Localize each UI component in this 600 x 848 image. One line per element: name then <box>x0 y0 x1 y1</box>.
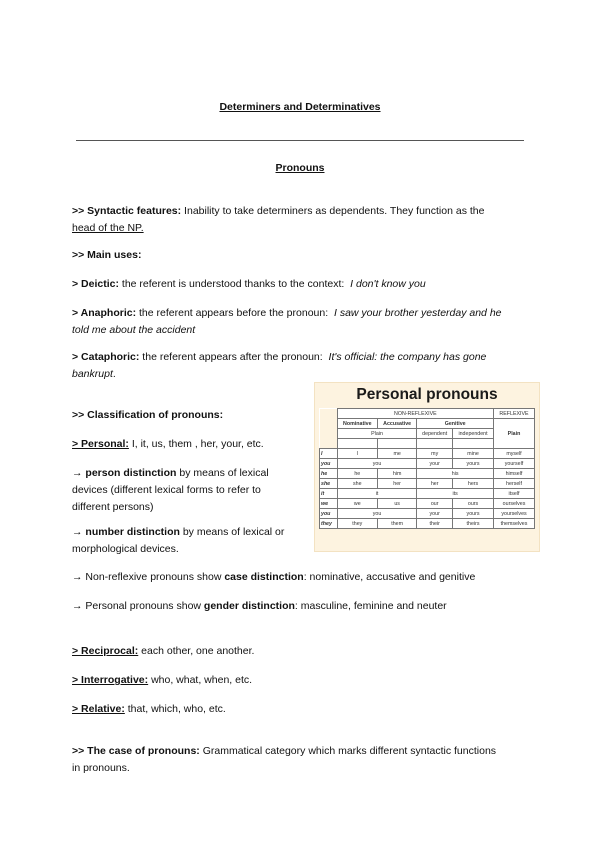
personal-paragraph <box>72 436 302 453</box>
case-of-pronouns-label: >> The case of pronouns: <box>72 745 200 757</box>
deictic-text: the referent is understood thanks to the context: <box>118 278 345 290</box>
classification-label: >> Classification of pronouns: <box>72 409 224 421</box>
plain-header: Plain <box>494 419 535 449</box>
genitive-header: Genitive <box>417 419 494 429</box>
syntactic-label: >> Syntactic features: <box>72 205 182 217</box>
pronoun-table <box>319 408 535 529</box>
anaphoric-example: I saw your brother yesterday and he <box>333 307 502 319</box>
interrogative-paragraph <box>72 672 532 689</box>
cataphoric-example: It's official: the company has gone <box>328 351 487 363</box>
table-header-row <box>320 419 535 429</box>
table-row: it it its itself <box>320 489 535 499</box>
case-distinction-label: case distinction <box>224 571 304 583</box>
section-heading: Pronouns <box>275 162 325 174</box>
case-of-pronouns-paragraph <box>72 743 532 777</box>
gender-distinction-paragraph <box>72 598 532 615</box>
non-reflexive-header: NON-REFLEXIVE <box>337 409 493 419</box>
personal-text: I, it, us, them , her, your, etc. <box>128 438 264 450</box>
figure-title: Personal pronouns <box>356 386 498 403</box>
classification-heading <box>72 407 302 424</box>
number-distinction-label: number distinction <box>85 526 180 538</box>
accusative-header: Accusative <box>377 419 416 429</box>
nominative-header: Nominative <box>337 419 377 429</box>
case-post: : nominative, accusative and genitive <box>303 571 476 583</box>
arrow-icon: → <box>72 526 86 538</box>
reciprocal-text: each other, one another. <box>138 645 255 657</box>
number-distinction-text: by means of lexical or <box>179 526 285 538</box>
syntactic-text: Inability to take determiners as dependents. They function as the <box>181 205 485 217</box>
relative-paragraph <box>72 701 532 718</box>
reflexive-header: REFLEXIVE <box>494 409 535 419</box>
plain-subheader: Plain <box>337 429 417 439</box>
number-distinction-text-2: morphological devices. <box>72 543 179 555</box>
person-distinction-paragraph <box>72 465 307 516</box>
personal-label: > Personal: <box>72 438 129 450</box>
reciprocal-paragraph <box>72 643 532 660</box>
deictic-example: I don't know you <box>350 278 426 290</box>
interrogative-text: who, what, when, etc. <box>148 674 253 686</box>
independent-header: independent <box>453 429 494 439</box>
table-row: I I me my mine myself <box>320 449 535 459</box>
table-row: we we us our ours ourselves <box>320 499 535 509</box>
gender-distinction-label: gender distinction <box>203 600 295 612</box>
person-distinction-text: by means of lexical <box>176 467 269 479</box>
cataphoric-paragraph: > Cataphoric: the referent appears after the pronoun: It's official: the company has gone bankrupt. <box>72 351 487 380</box>
table-header-row <box>320 409 535 419</box>
horizontal-rule <box>76 140 524 141</box>
table-row: she she her her hers herself <box>320 479 535 489</box>
case-of-pronouns-text: Grammatical category which marks different syntactic functions <box>199 745 497 757</box>
deictic-paragraph <box>72 276 532 293</box>
gender-pre: → Personal pronouns show <box>72 600 204 612</box>
table-row: they they them their theirs themselves <box>320 519 535 529</box>
main-uses-heading: >> Main uses: <box>72 249 142 261</box>
interrogative-label: > Interrogative: <box>72 674 149 686</box>
relative-label: > Relative: <box>72 703 125 715</box>
syntactic-features-paragraph <box>72 203 532 237</box>
deictic-label: > Deictic: <box>72 278 119 290</box>
table-row: he he him his himself <box>320 469 535 479</box>
cataphoric-label: > Cataphoric: <box>72 351 140 363</box>
table-row: you you your yours yourselves <box>320 509 535 519</box>
gender-post: : masculine, feminine and neuter <box>294 600 447 612</box>
cataphoric-example-2: bankrupt <box>72 368 113 380</box>
arrow-icon: → <box>72 467 86 479</box>
cataphoric-text: the referent appears after the pronoun: <box>139 351 323 363</box>
personal-pronouns-figure <box>314 382 540 552</box>
anaphoric-paragraph <box>72 305 532 339</box>
syntactic-text-2: head of the NP. <box>72 222 144 234</box>
person-distinction-text-3: different persons) <box>72 501 154 513</box>
relative-text: that, which, who, etc. <box>124 703 226 715</box>
table-row: you you your yours yourself <box>320 459 535 469</box>
person-distinction-text-2: devices (different lexical forms to refer to <box>72 484 261 496</box>
number-distinction-paragraph <box>72 524 307 558</box>
anaphoric-example-2: told me about the accident <box>72 324 196 336</box>
dependent-header: dependent <box>417 429 453 439</box>
reciprocal-label: > Reciprocal: <box>72 645 139 657</box>
person-distinction-label: person distinction <box>85 467 177 479</box>
anaphoric-text: the referent appears before the pronoun: <box>136 307 329 319</box>
case-of-pronouns-text-2: in pronouns. <box>72 762 130 774</box>
case-distinction-paragraph <box>72 569 532 586</box>
anaphoric-label: > Anaphoric: <box>72 307 137 319</box>
document-title: Determiners and Determinatives <box>219 101 381 113</box>
case-pre: → Non-reflexive pronouns show <box>72 571 225 583</box>
